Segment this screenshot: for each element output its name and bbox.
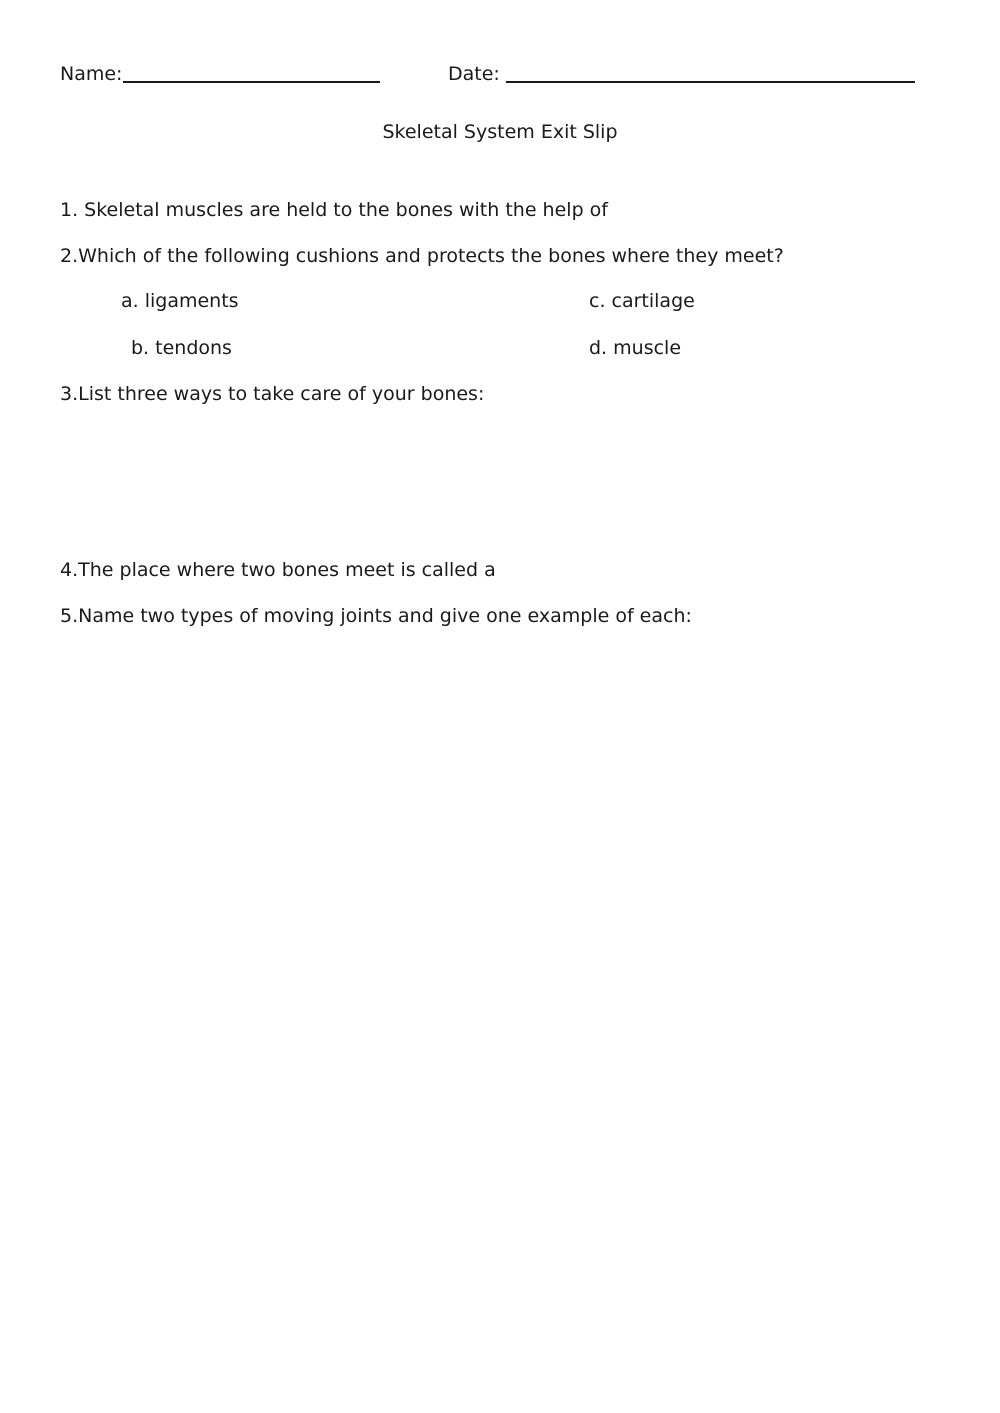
name-blank-line[interactable]: [123, 81, 380, 83]
name-label: Name:: [60, 63, 123, 85]
date-label: Date:: [448, 63, 500, 85]
question-4: 4.The place where two bones meet is called a: [60, 559, 496, 581]
question-3: 3.List three ways to take care of your bones:: [60, 383, 485, 405]
option-a: a. ligaments: [121, 290, 239, 312]
question-2: 2.Which of the following cushions and protects the bones where they meet?: [60, 245, 784, 267]
option-b: b. tendons: [131, 337, 232, 359]
option-c: c. cartilage: [589, 290, 695, 312]
question-1: 1. Skeletal muscles are held to the bones with the help of: [60, 199, 608, 221]
question-5: 5.Name two types of moving joints and give one example of each:: [60, 605, 692, 627]
option-d: d. muscle: [589, 337, 682, 359]
date-blank-line[interactable]: [506, 81, 915, 83]
page-title: Skeletal System Exit Slip: [382, 121, 618, 143]
